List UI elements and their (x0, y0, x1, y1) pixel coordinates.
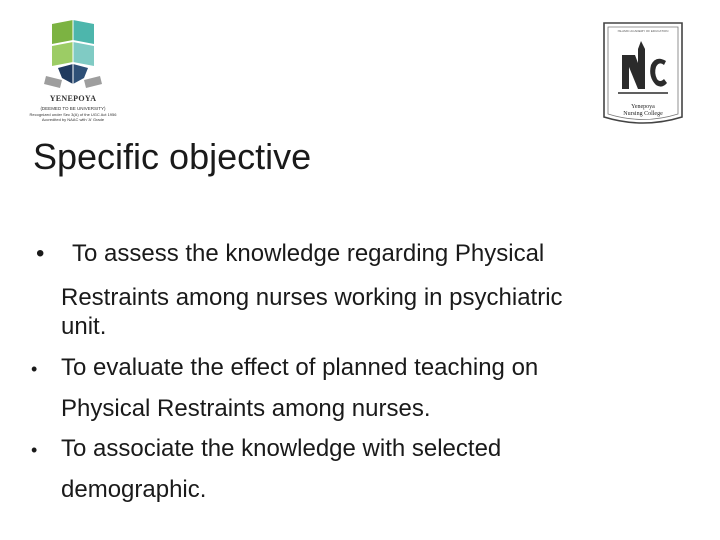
university-accreditation-text: Accredited by NAAC with 'A' Grade (41, 117, 105, 122)
college-name-line1: Yenepoya (631, 104, 655, 110)
slide-title: Specific objective (33, 136, 312, 177)
bullet-2-line-2: Physical Restraints among nurses. (61, 395, 431, 422)
bullet-marker: • (31, 440, 38, 460)
bullet-1-line-3: unit. (61, 313, 107, 340)
bullet-3-line-2: demographic. (61, 476, 207, 503)
university-deemed-text: (DEEMED TO BE UNIVERSITY) (40, 106, 106, 111)
bullet-3-line-1: To associate the knowledge with selected (61, 435, 502, 462)
bullet-marker: • (31, 359, 38, 379)
bullet-1-line-2: Restraints among nurses working in psychiatric (61, 284, 563, 311)
college-name-line2: Nursing College (623, 111, 663, 117)
university-recognition-text: Recognized under Sec 3(A) of the UGC Act 1956 (29, 112, 117, 117)
college-top-text: ISLAMIC ACADEMY OF EDUCATION (617, 29, 669, 33)
bullet-marker: • (36, 240, 45, 267)
bullet-2-line-1: To evaluate the effect of planned teaching on (61, 354, 539, 381)
bullet-1-line-1: To assess the knowledge regarding Physical (72, 240, 545, 267)
university-name: YENEPOYA (49, 94, 97, 103)
